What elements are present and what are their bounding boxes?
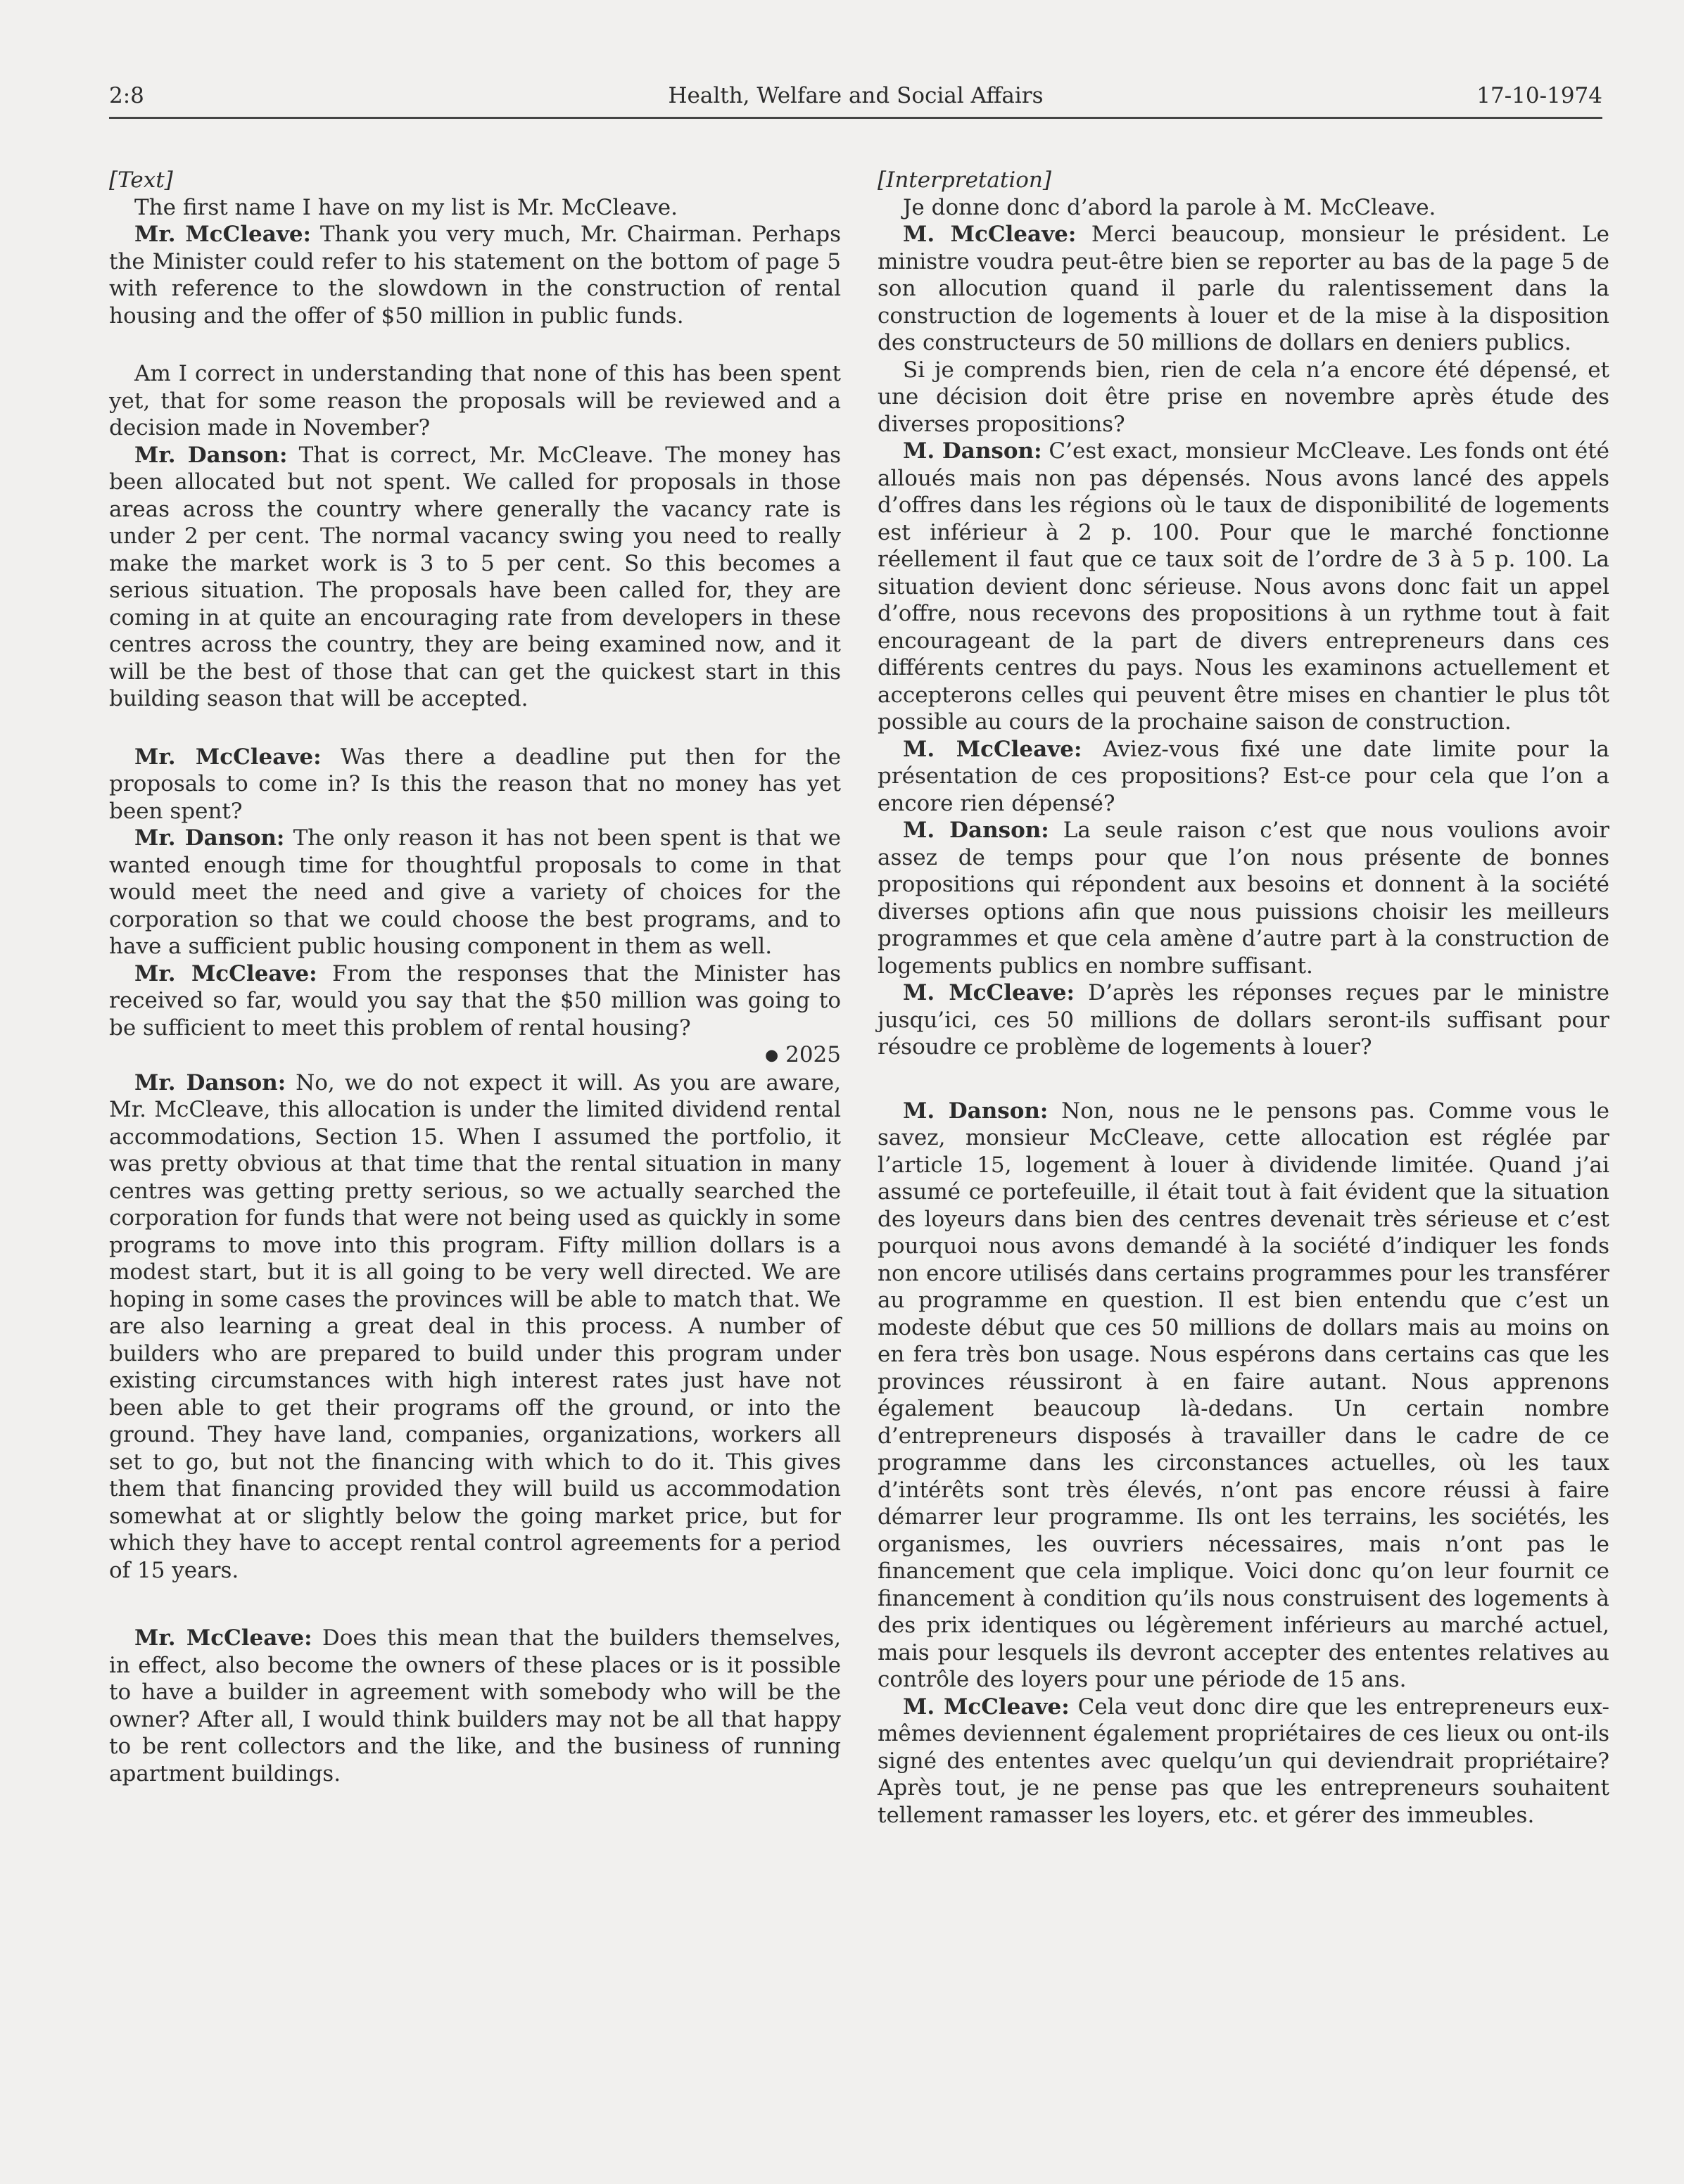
paragraph — [109, 360, 841, 442]
paragraph — [878, 438, 1609, 736]
paragraph — [878, 817, 1609, 979]
paragraph-text: Je donne donc d’abord la parole à M. McCleave. — [903, 194, 1436, 220]
paragraph-text: C’est exact, monsieur McCleave. Les fonds ont été alloués mais non pas dépensés. Nous avons lancé des appels d’offres dans les régions où le taux de disponibilité de logements est inférieur à 2 p. 100. Pour que le marché fonctionne réellement il faut que ce taux soit de l’ordre de 3 à 5 p. 100. La situation devient donc sérieuse. Nous avons donc fait un appel d’offre, nous recevons des propositions à un rythme tout à fait encourageant de la part de divers entrepreneurs dans ces différents centres du pays. Nous les examinons actuellement et accepterons celles qui peuvent être mises en chantier le plus tôt possible au cours de la prochaine saison de construction. — [878, 438, 1609, 735]
paragraph — [109, 825, 841, 960]
paragraph — [878, 979, 1609, 1061]
paragraph — [109, 960, 841, 1042]
paragraph — [878, 1098, 1609, 1694]
paragraph-text: Was there a deadline put then for the proposals to come in? Is this the reason that no money has yet been spent? — [109, 744, 841, 824]
paragraph-text: La seule raison c’est que nous voulions avoir assez de temps pour que l’on nous présente de bonnes propositions qui répondent aux besoins et donnent à la société diverses options afin que nous puissions choisir les meilleurs programmes et que cela amène d’autre part à la construction de logements publics en nombre suffisant. — [878, 818, 1609, 979]
paragraph-text: Aviez-vous fixé une date limite pour la présentation de ces propositions? Est-ce pour cela que l’on a encore rien dépensé? — [878, 736, 1609, 816]
paragraph — [109, 442, 841, 713]
speaker-name: Mr. McCleave: — [134, 744, 322, 770]
speaker-name: M. Danson: — [903, 818, 1049, 843]
speaker-name: Mr. McCleave: — [134, 1625, 312, 1651]
paragraph-text: D’après les réponses reçues par le ministre jusqu’ici, ces 50 millions de dollars seront-ils suffisant pour résoudre ce problème de logements à louer? — [878, 980, 1610, 1060]
paragraph-text: Thank you very much, Mr. Chairman. Perhaps the Minister could refer to his statement on the bottom of page 5 with reference to the slowdown in the construction of rental housing and the offer of $50 million in public funds. — [109, 222, 841, 329]
paragraph — [878, 357, 1609, 438]
time-marker-value: 2025 — [785, 1042, 841, 1067]
paragraph-text: Si je comprends bien, rien de cela n’a encore été dépensé, et une décision doit être prise en novembre après étude des diverses propositions? — [878, 357, 1609, 437]
paragraph-text: Merci beaucoup, monsieur le président. Le ministre voudra peut-être bien se reporter au bas de la page 5 de son allocution quand il parle du ralentissement dans la construction de logements à louer et de la mise à la disposition des constructeurs de 50 millions de dollars en deniers publics. — [878, 222, 1609, 355]
page-header — [109, 82, 1602, 119]
speaker-name: Mr. McCleave: — [134, 222, 311, 247]
speaker-name: M. McCleave: — [903, 736, 1082, 762]
paragraph-text: Am I correct in understanding that none of this has been spent yet, that for some reason the proposals will be reviewed and a decision made in November? — [109, 361, 841, 440]
paragraph — [878, 194, 1609, 222]
paragraph — [878, 221, 1609, 357]
speaker-name: Mr. Danson: — [134, 825, 285, 851]
paragraph — [878, 1694, 1609, 1829]
time-marker — [109, 1041, 841, 1069]
speaker-name: Mr. Danson: — [134, 1069, 286, 1096]
paragraph-text: Cela veut donc dire que les entrepreneurs eux-mêmes deviennent également propriétaires de ces lieux ou ont-ils signé des ententes avec quelqu’un qui deviendrait propriétaire? Après tout, je ne pense pas que les entrepreneurs souhaitent tellement ramasser les loyers, etc. et gérer des immeubles. — [878, 1694, 1609, 1828]
french-column — [878, 167, 1609, 1829]
section-label: [Text] — [109, 167, 173, 193]
bullet-icon: ● — [765, 1046, 779, 1065]
speaker-name: Mr. Danson: — [134, 442, 288, 468]
paragraph — [109, 221, 841, 329]
paragraph-text: Does this mean that the builders themselves, in effect, also become the owners of these places or is it possible to have a builder in agreement with somebody who will be the owner? After all, I would think builders may not be all that happy to be rent collectors and the like, and the business of running apartment buildings. — [109, 1625, 842, 1786]
page-number: 2:8 — [109, 83, 144, 108]
paragraph — [878, 736, 1609, 818]
running-title: Health, Welfare and Social Affairs — [668, 83, 1044, 108]
section-label: [Interpretation] — [878, 167, 1051, 193]
speaker-name: M. McCleave: — [903, 1694, 1070, 1720]
paragraph — [109, 744, 841, 825]
paragraph-text: No, we do not expect it will. As you are aware, Mr. McCleave, this allocation is under the limited dividend rental accommodations, Section 15. When I assumed the portfolio, it was pretty obvious at that time that the rental situation in many centres was getting pretty serious, so we actually searched the corporation for funds that were not being used as quickly in some programs to move into this program. Fifty million dollars is a modest start, but it is all going to be very well directed. We are hoping in some cases the provinces will be able to match that. We are also learning a great deal in this process. A number of builders who are prepared to build under this program under existing circumstances with high interest rates just have not been able to get their programs off the ground, or into the ground. They have land, companies, organizations, workers all set to go, but not the financing with which to do it. This gives them that financing provided they will build us accommodation somewhat at or slightly below the going market price, but for which they have to accept rental control agreements for a period of 15 years. — [109, 1069, 841, 1583]
paragraph-text: The first name I have on my list is Mr. McCleave. — [134, 194, 678, 220]
paragraph — [109, 1069, 841, 1585]
speaker-name: M. McCleave: — [903, 222, 1077, 247]
paragraph-text: From the responses that the Minister has received so far, would you say that the $50 million was going to be sufficient to meet this problem of rental housing? — [109, 960, 841, 1041]
paragraph — [109, 1625, 841, 1787]
english-column — [109, 167, 841, 1787]
paragraph-text: That is correct, Mr. McCleave. The money has been allocated but not spent. We called for proposals in those areas across the country where generally the vacancy rate is under 2 per cent. The normal vacancy swing you need to really make the market work is 3 to 5 per cent. So this becomes a serious situation. The proposals have been called for, they are coming in at quite an encouraging rate from developers in these centres across the country, they are being examined now, and it will be the best of those that can get the quickest start in this building season that will be accepted. — [109, 442, 841, 711]
paragraph-text: Non, nous ne le pensons pas. Comme vous le savez, monsieur McCleave, cette allocation est réglée par l’article 15, logement à louer à dividende limitée. Quand j’ai assumé ce portefeuille, il était tout à fait évident que la situation des loyeurs dans bien des centres devenait très sérieuse et c’est pourquoi nous avons demandé à la société d’indiquer les fonds non encore utilisés dans certains programmes pour les transférer au programme en question. Il est bien entendu que c’est un modeste début que ces 50 millions de dollars mais au moins on en fera très bon usage. Nous espérons dans certains cas que les provinces réussiront à en faire autant. Nous apprenons également beaucoup là-dedans. Un certain nombre d’entrepreneurs disposés à travailler dans le cadre de ce programme dans les circonstances actuelles, où les taux d’intérêts sont très élevés, n’ont pas encore réussi à faire démarrer leur programme. Ils ont les terrains, les sociétés, les organismes, les ouvriers nécessaires, mais n’ont pas le financement que cela implique. Voici donc qu’on leur fournit ce financement à condition qu’ils nous construisent des logements à des prix identiques ou légèrement inférieurs au marché actuel, mais pour lesquels ils devront accepter des ententes relatives au contrôle des loyers pour une période de 15 ans. — [878, 1098, 1610, 1692]
speaker-name: M. Danson: — [903, 438, 1042, 464]
page-date: 17-10-1974 — [1476, 83, 1602, 108]
paragraph — [109, 194, 841, 222]
speaker-name: M. Danson: — [903, 1098, 1049, 1124]
paragraph-text: The only reason it has not been spent is that we wanted enough time for thoughtful proposals to come in that would meet the need and give a variety of choices for the corporation so that we could choose the best programs, and to have a sufficient public housing component in them as well. — [109, 825, 841, 959]
speaker-name: Mr. McCleave: — [134, 960, 317, 986]
speaker-name: M. McCleave: — [903, 980, 1075, 1005]
